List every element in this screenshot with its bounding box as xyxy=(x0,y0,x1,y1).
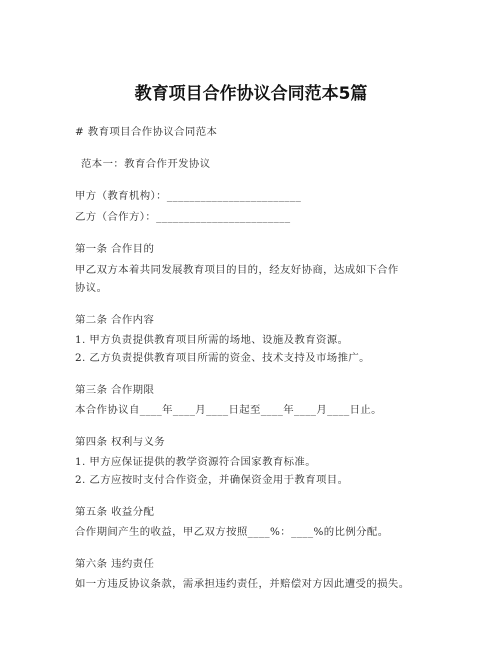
section-text: 1. 甲方应保证提供的教学资源符合国家教育标准。 xyxy=(75,456,317,468)
section-heading: 第四条 权利与义务 xyxy=(75,436,166,448)
section-text: 合作期间产生的收益，甲乙双方按照____%：____%的比例分配。 xyxy=(75,526,389,538)
section-heading: 第六条 违约责任 xyxy=(75,558,155,570)
section-heading: 第三条 合作期限 xyxy=(75,384,155,396)
section-heading: 第五条 收益分配 xyxy=(75,506,155,518)
section-text: 本合作协议自____年____月____日起至____年____月____日止。 xyxy=(75,404,382,416)
section-heading: 第二条 合作内容 xyxy=(75,314,155,326)
section-text: 2. 乙方应按时支付合作资金，并确保资金用于教育项目。 xyxy=(75,474,349,486)
section-text: 协议。 xyxy=(75,282,108,294)
section-text: 甲乙双方本着共同发展教育项目的目的，经友好协商，达成如下合作 xyxy=(75,264,399,276)
doc-heading: # 教育项目合作协议合同范本 xyxy=(75,126,218,138)
party-b-line: 乙方（合作方）：________________________ xyxy=(75,211,291,223)
document-title: 教育项目合作协议合同范本5篇 xyxy=(134,84,368,104)
section-text: 2. 乙方负责提供教育项目所需的资金、技术支持及市场推广。 xyxy=(75,352,370,364)
sample-heading: 范本一：教育合作开发协议 xyxy=(81,158,211,170)
party-a-line: 甲方（教育机构）：________________________ xyxy=(75,190,302,202)
section-text: 1. 甲方负责提供教育项目所需的场地、设施及教育资源。 xyxy=(75,334,349,346)
section-heading: 第一条 合作目的 xyxy=(75,243,155,255)
section-text: 如一方违反协议条款，需承担违约责任，并赔偿对方因此遭受的损失。 xyxy=(75,578,410,590)
